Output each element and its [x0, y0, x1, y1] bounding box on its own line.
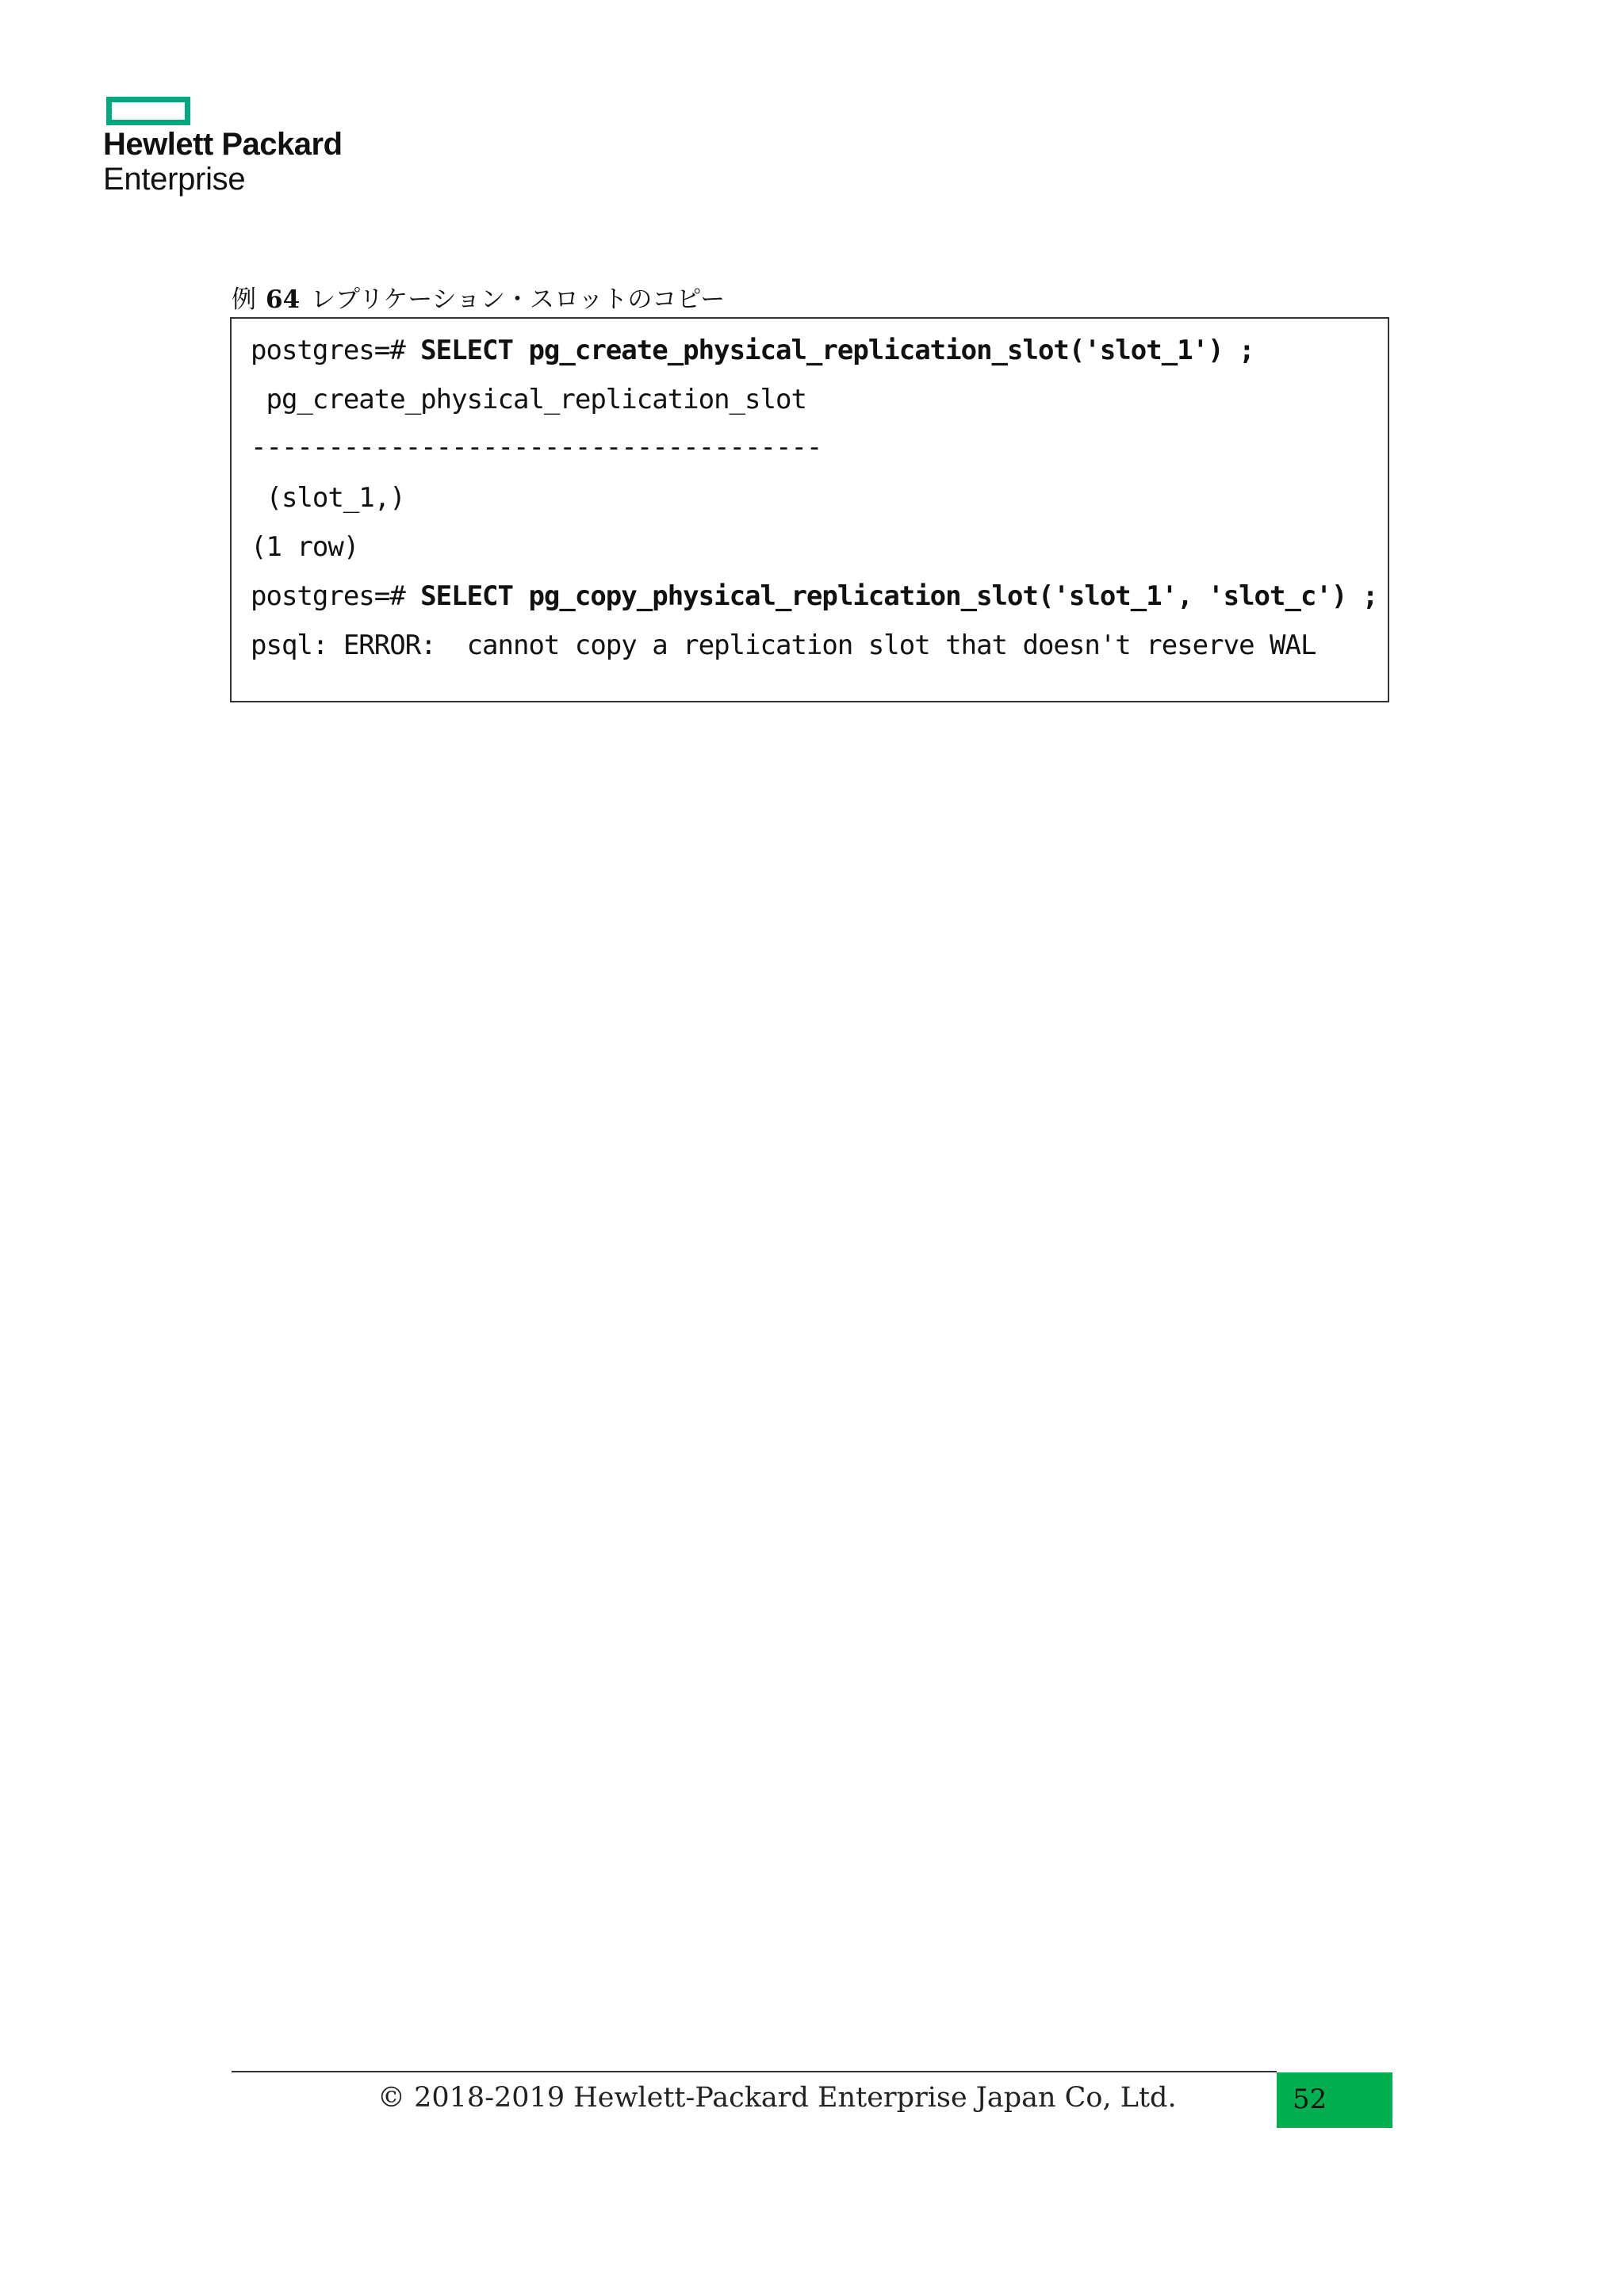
- psql-prompt: postgres=#: [251, 335, 421, 366]
- hpe-logo-rectangle-icon: [106, 97, 190, 125]
- caption-title: レプリケーション・スロットのコピー: [311, 285, 726, 314]
- caption-prefix: 例: [232, 285, 256, 314]
- caption-number: 64: [266, 285, 301, 314]
- code-line-4: (slot_1,): [251, 482, 405, 514]
- code-line-5: (1 row): [251, 531, 359, 563]
- hpe-logo: [103, 94, 357, 205]
- sql-command: SELECT pg_copy_physical_replication_slot('slot_1', 'slot_c') ;: [420, 580, 1378, 612]
- code-line-3: -------------------------------------: [251, 431, 822, 463]
- code-line-7: psql: ERROR: cannot copy a replication slot that doesn't reserve WAL: [251, 629, 1316, 661]
- footer-copyright: © 2018-2019 Hewlett-Packard Enterprise Japan Co, Ltd.: [377, 2082, 1177, 2114]
- psql-prompt: postgres=#: [251, 580, 421, 612]
- footer-rule: [232, 2071, 1277, 2072]
- code-line-1: [251, 335, 1254, 366]
- code-line-2: pg_create_physical_replication_slot: [251, 384, 806, 415]
- logo-line-1: Hewlett Packard: [103, 127, 343, 162]
- code-listing: [230, 317, 1389, 702]
- sql-command: SELECT pg_create_physical_replication_slot('slot_1') ;: [420, 335, 1254, 366]
- page-number-box: [1277, 2072, 1392, 2128]
- example-caption: [232, 279, 725, 315]
- logo-line-2: Enterprise: [103, 162, 246, 197]
- page-number: 52: [1293, 2084, 1327, 2115]
- code-line-6: [251, 580, 1377, 612]
